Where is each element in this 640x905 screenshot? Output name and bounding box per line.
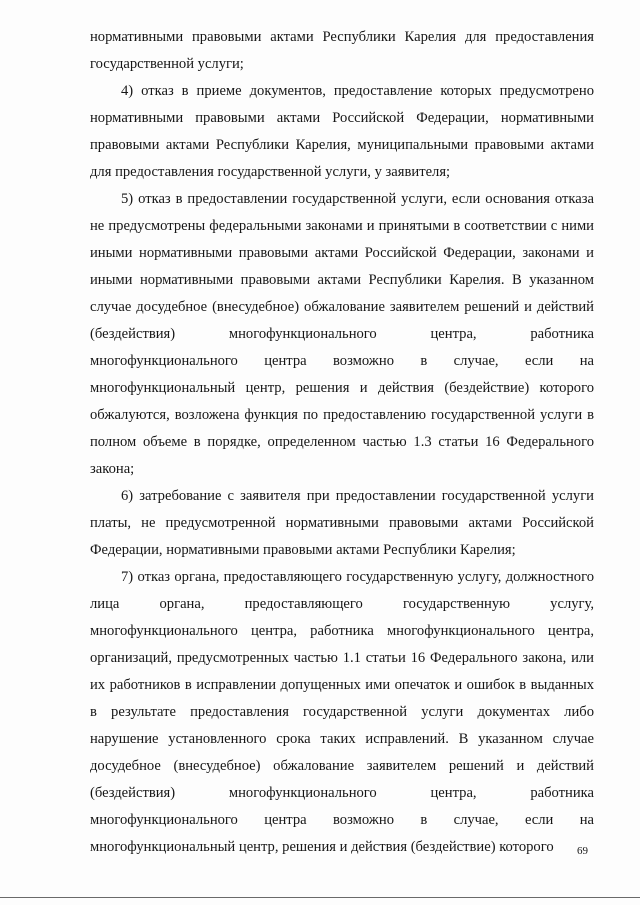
body-text [90,24,594,861]
paragraph-item-6: 6) затребование с заявителя при предоставлении государственной услуги платы, не предусмотренной нормативными правовыми актами Российской Федерации, нормативными правовыми актами Республики Карелия; [90,488,594,558]
page-number: 69 [577,845,588,857]
paragraph-item-4: 4) отказ в приеме документов, предоставление которых предусмотрено нормативными правовыми актами Российской Федерации, нормативными правовыми актами Республики Карелия, муниципальными правовыми актами для предоставления государственной услуги, у заявителя; [90,83,594,180]
scan-edge-line [0,897,640,898]
paragraph-item-7: 7) отказ органа, предоставляющего государственную услугу, должностного лица органа, предоставляющего государственную услугу, многофункционального центра, работника многофункционального центра, организаций, предусмотренных частью 1.1 статьи 16 Федерального закона, или их работников в исправлении допущенных ими опечаток и ошибок в выданных в результате предоставления государственной услуги документах либо нарушение установленного срока таких исправлений. В указанном случае досудебное (внесудебное) обжалование заявителем решений и действий (бездействия) многофункционального центра, работника многофункционального центра возможно в случае, если на многофункциональный центр, решения и действия (бездействие) которого [90,569,594,855]
paragraph-item-5: 5) отказ в предоставлении государственной услуги, если основания отказа не предусмотрены федеральными законами и принятыми в соответствии с ними иными нормативными правовыми актами Российской Федерации, законами и иными нормативными правовыми актами Республики Карелия. В указанном случае досудебное (внесудебное) обжалование заявителем решений и действий (бездействия) многофункционального центра, работника многофункционального центра возможно в случае, если на многофункциональный центр, решения и действия (бездействие) которого обжалуются, возложена функция по предоставлению государственной услуги в полном объеме в порядке, определенном частью 1.3 статьи 16 Федерального закона; [90,191,594,477]
paragraph-continued: нормативными правовыми актами Республики Карелия для предоставления государственной услуги; [90,29,594,72]
